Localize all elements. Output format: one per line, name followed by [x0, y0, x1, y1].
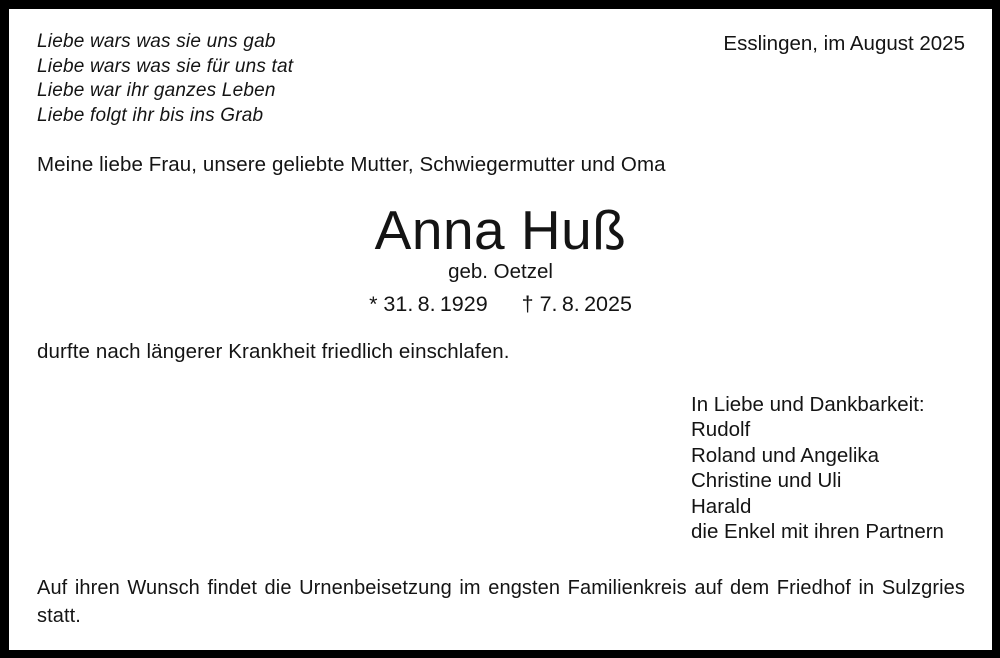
deceased-name: Anna Huß: [374, 199, 627, 261]
verse-line: Liebe war ihr ganzes Leben: [37, 80, 276, 102]
place-dateline: Esslingen, im August 2025: [723, 32, 965, 55]
mourners-block: [691, 392, 944, 544]
mourner-name: Harald: [691, 494, 752, 518]
birth-date: * 31. 8. 1929: [369, 292, 488, 316]
verse-line: Liebe wars was sie für uns tat: [37, 55, 294, 77]
maiden-name: geb. Oetzel: [448, 260, 553, 283]
life-dates: [9, 292, 992, 317]
relation-intro: Meine liebe Frau, unsere geliebte Mutter, Schwiegermutter und Oma: [37, 153, 666, 176]
passing-line: durfte nach längerer Krankheit friedlich einschlafen.: [37, 340, 510, 363]
memorial-verse: [37, 30, 293, 128]
verse-line: Liebe wars was sie uns gab: [37, 31, 276, 52]
mourner-name: Roland und Angelika: [691, 443, 880, 467]
funeral-note: Auf ihren Wunsch findet die Urnenbeisetzung im engsten Familienkreis auf dem Friedhof in Sulzgries statt.: [37, 577, 965, 627]
death-date: † 7. 8. 2025: [521, 292, 632, 316]
mourner-name: die Enkel mit ihren Partnern: [691, 520, 944, 544]
verse-line: Liebe folgt ihr bis ins Grab: [37, 104, 264, 126]
mourners-heading: In Liebe und Dankbarkeit:: [691, 393, 925, 416]
mourner-name: Rudolf: [691, 418, 751, 442]
obituary-card: [9, 9, 992, 650]
mourner-name: Christine und Uli: [691, 469, 842, 493]
